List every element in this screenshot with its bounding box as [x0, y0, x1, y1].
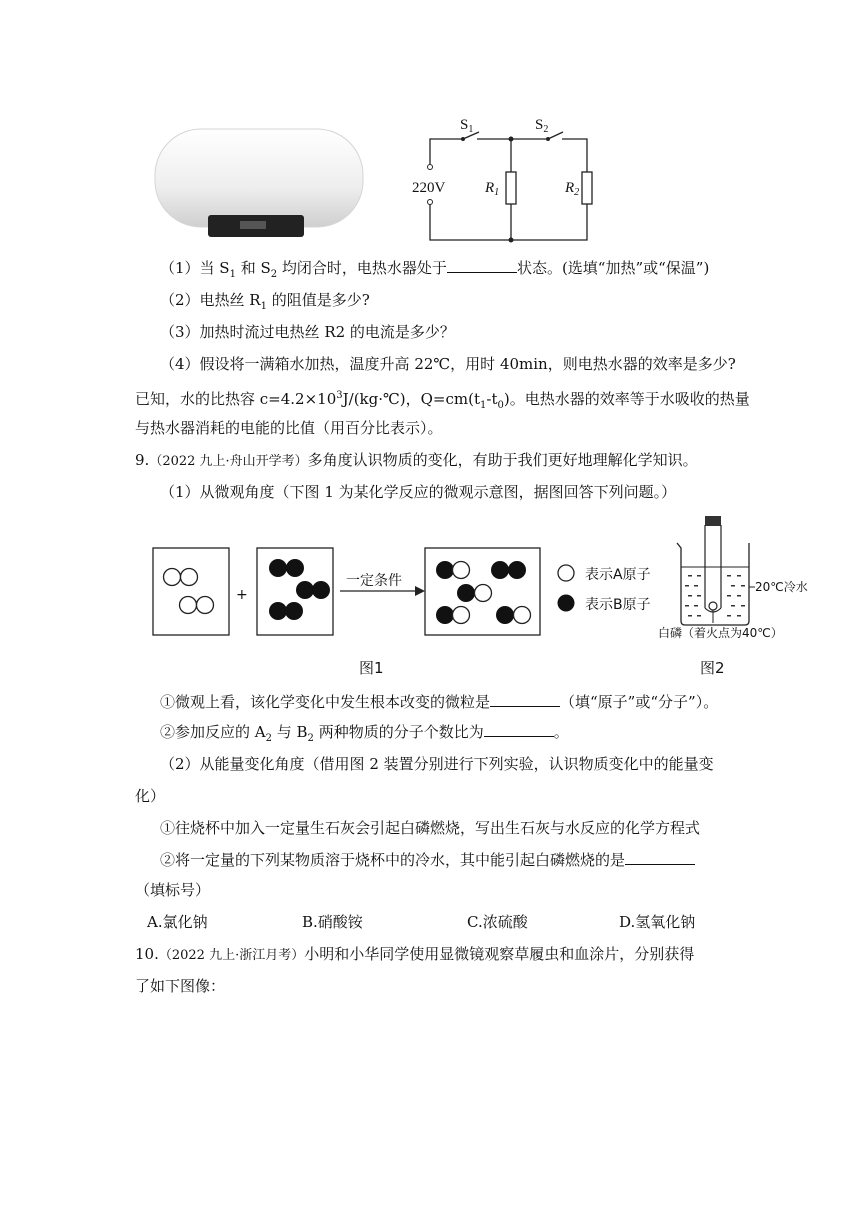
answer-blank[interactable] — [484, 722, 554, 737]
option-c[interactable]: C.浓硫酸 — [467, 913, 528, 931]
white-phosphorus-label: 白磷（着火点为40℃） — [658, 626, 783, 640]
q9-item4-note: （填标号） — [135, 881, 211, 899]
r1-label: $R_1$ — [485, 180, 500, 198]
q8-part1: （1）当 $S_1$ 和 $S_2$ 均闭合时，电热水器处于 状态。(选填“加热”或“保温”) — [160, 259, 710, 280]
arrow-condition-label: 一定条件 — [346, 573, 402, 589]
answer-blank[interactable] — [490, 692, 560, 707]
q9-item4: ②将一定量的下列某物质溶于烧杯中的冷水，其中能引起白磷燃烧的是 — [160, 850, 695, 870]
legend-a-atom: 表示A原子 — [585, 567, 651, 583]
r2-label: $R_2$ — [565, 180, 580, 198]
option-a[interactable]: A.氯化钠 — [147, 913, 208, 931]
q9-source: （2022 九上·舟山开学考） — [149, 454, 308, 469]
circuit-diagram — [405, 112, 605, 247]
q8-part2: （2）电热丝 $R_1$ 的阻值是多少? — [160, 291, 370, 312]
figure-2-caption: 图2 — [700, 659, 725, 677]
q9-part1: （1）从微观角度（下图 1 为某化学反应的微观示意图，据图回答下列问题。） — [160, 483, 677, 501]
q9-stem: 9.（2022 九上·舟山开学考）多角度认识物质的变化，有助于我们更好地理解化学知识。 — [135, 451, 698, 469]
q8-part4-line3: 与热水器消耗的电能的比值（用百分比表示）。 — [135, 419, 443, 437]
q8-part4-line1: （4）假设将一满箱水加热，温度升高 22℃，用时 40min，则电热水器的效率是多少? — [160, 355, 736, 373]
option-b[interactable]: B.硝酸铵 — [302, 913, 363, 931]
figure-1-caption: 图1 — [359, 659, 384, 677]
plus-sign: + — [236, 587, 248, 603]
q10-stem: 10.（2022 九上·浙江月考）小明和小华同学使用显微镜观察草履虫和血涂片，分别获得 — [135, 945, 695, 963]
voltage-label: 220V — [412, 180, 446, 196]
q9-item1: ①微观上看，该化学变化中发生根本改变的微粒是 （填“原子”或“分子”）。 — [160, 693, 719, 711]
q9-item2: ②参加反应的 $A_2$ 与 $B_2$ 两种物质的分子个数比为 。 — [160, 723, 569, 744]
figure-2-beaker — [655, 513, 815, 643]
q10-source: （2022 九上·浙江月考） — [158, 948, 305, 963]
q8-part3: （3）加热时流过电热丝 R2 的电流是多少？ — [160, 323, 455, 341]
switch-s1-label: $S_1$ — [460, 117, 474, 135]
answer-blank[interactable] — [625, 850, 695, 865]
switch-s2-label: $S_2$ — [535, 117, 549, 135]
option-d[interactable]: D.氢氧化钠 — [619, 913, 696, 931]
q10-stem-line2: 了如下图像： — [135, 977, 226, 995]
q9-part2-line1: （2）从能量变化角度（借用图 2 装置分别进行下列实验，认识物质变化中的能量变 — [160, 755, 714, 773]
water-heater-image — [150, 125, 370, 245]
cold-water-label: 20℃冷水 — [755, 580, 808, 594]
q9-part2-line2: 化） — [135, 787, 166, 805]
figure-1-reaction — [150, 545, 670, 640]
q8-part4-line2: 已知，水的比热容 $c=4.2\times 10^3J/(kg\cdot℃)$，$Q=cm(t_1-t_0)$。电热水器的效率等于水吸收的热量 — [135, 390, 750, 411]
legend-b-atom: 表示B原子 — [585, 597, 651, 613]
answer-blank[interactable] — [447, 258, 517, 273]
q9-item3: ①往烧杯中加入一定量生石灰会引起白磷燃烧，写出生石灰与水反应的化学方程式 — [160, 819, 701, 837]
